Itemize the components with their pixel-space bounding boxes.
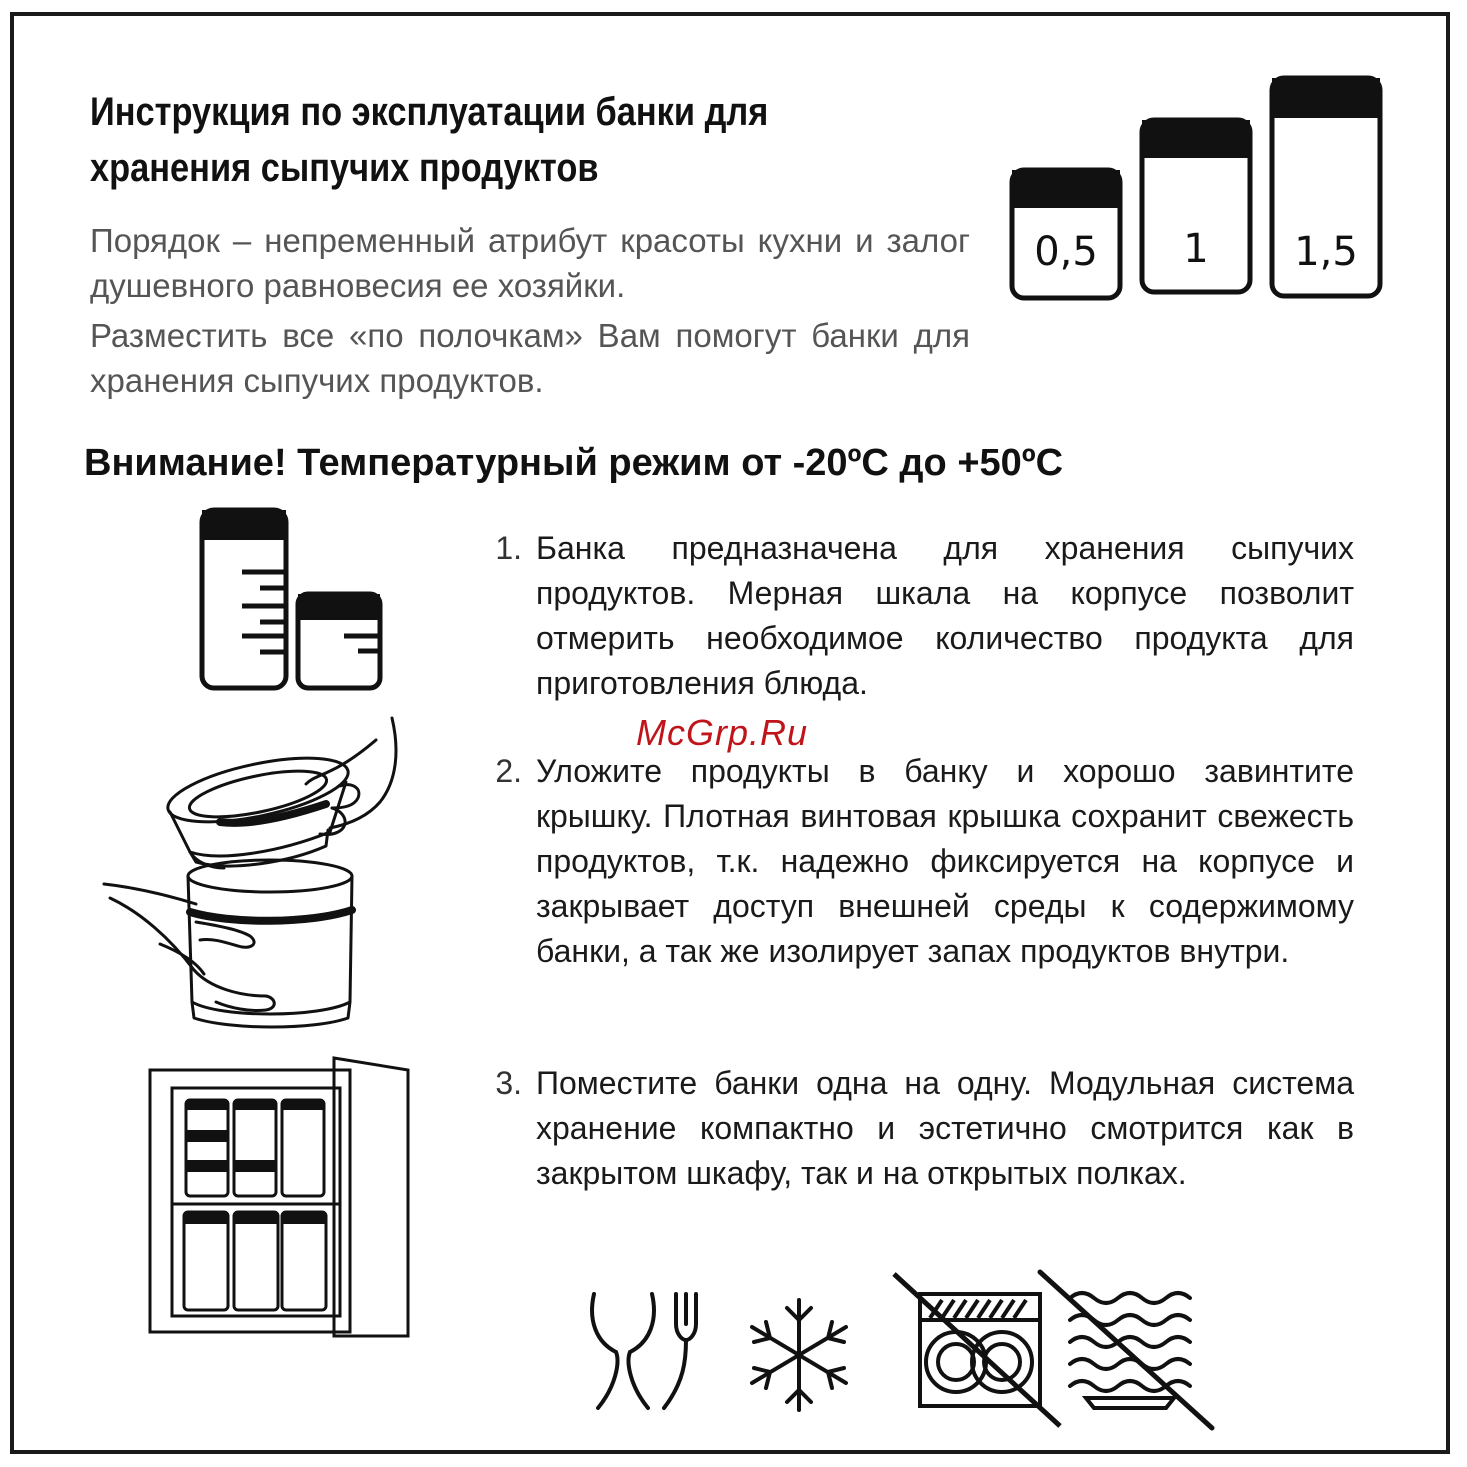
jar-small-icon: [1012, 170, 1120, 298]
jar-size-large: 1,5: [1294, 229, 1358, 275]
step-number: 2.: [495, 753, 522, 789]
screw-lid-illustration: [100, 712, 420, 1042]
instruction-step-3: [488, 1061, 1354, 1196]
step-text: Поместите банки одна на одну. Модульная система хранение компактно и эстетично смотрится как в закрытом шкафу, так и на открытых полках.: [536, 1065, 1354, 1191]
watermark: McGrp.Ru: [636, 712, 809, 753]
step-number: 3.: [495, 1065, 522, 1101]
jar-size-medium: 1: [1183, 226, 1209, 272]
freezer-safe-icon: [744, 1296, 854, 1414]
jar-size-small: 0,5: [1034, 229, 1098, 275]
temperature-warning: Внимание! Температурный режим от -20ºC до +50ºC: [84, 442, 1064, 484]
instruction-step-1: [488, 526, 1354, 706]
jar-medium-icon: [1142, 120, 1250, 292]
intro-paragraph-2: Разместить все «по полочкам» Вам помогут банки для хранения сыпучих продуктов.: [90, 317, 970, 399]
page-title: Инструкция по эксплуатации банки для хранения сыпучих продуктов: [90, 90, 769, 190]
step-text: Уложите продукты в банку и хорошо завинтите крышку. Плотная винтовая крышка сохранит свежесть продуктов, т.к. надежно фиксируется на корпусе и закрывает доступ внешней среды к содержимому банки, а так же изолирует запах продуктов внутри.: [536, 753, 1354, 969]
measuring-jars-icon: [198, 506, 388, 692]
step-number: 1.: [495, 530, 522, 566]
step-text: Банка предназначена для хранения сыпучих продуктов. Мерная шкала на корпусе позволит отмерить необходимое количество продукта для приготовления блюда.: [536, 530, 1354, 701]
instruction-step-2: [488, 749, 1354, 974]
food-safe-icon: [586, 1290, 702, 1414]
no-hand-wash-icon: [1036, 1268, 1216, 1432]
cabinet-jars-illustration: [146, 1054, 416, 1344]
intro-paragraph-1: Порядок – непременный атрибут красоты кухни и залог душевного равновесия ее хозяйки.: [90, 222, 970, 304]
jar-sizes-illustration: [1000, 70, 1400, 310]
jar-large-icon: [1272, 78, 1380, 296]
